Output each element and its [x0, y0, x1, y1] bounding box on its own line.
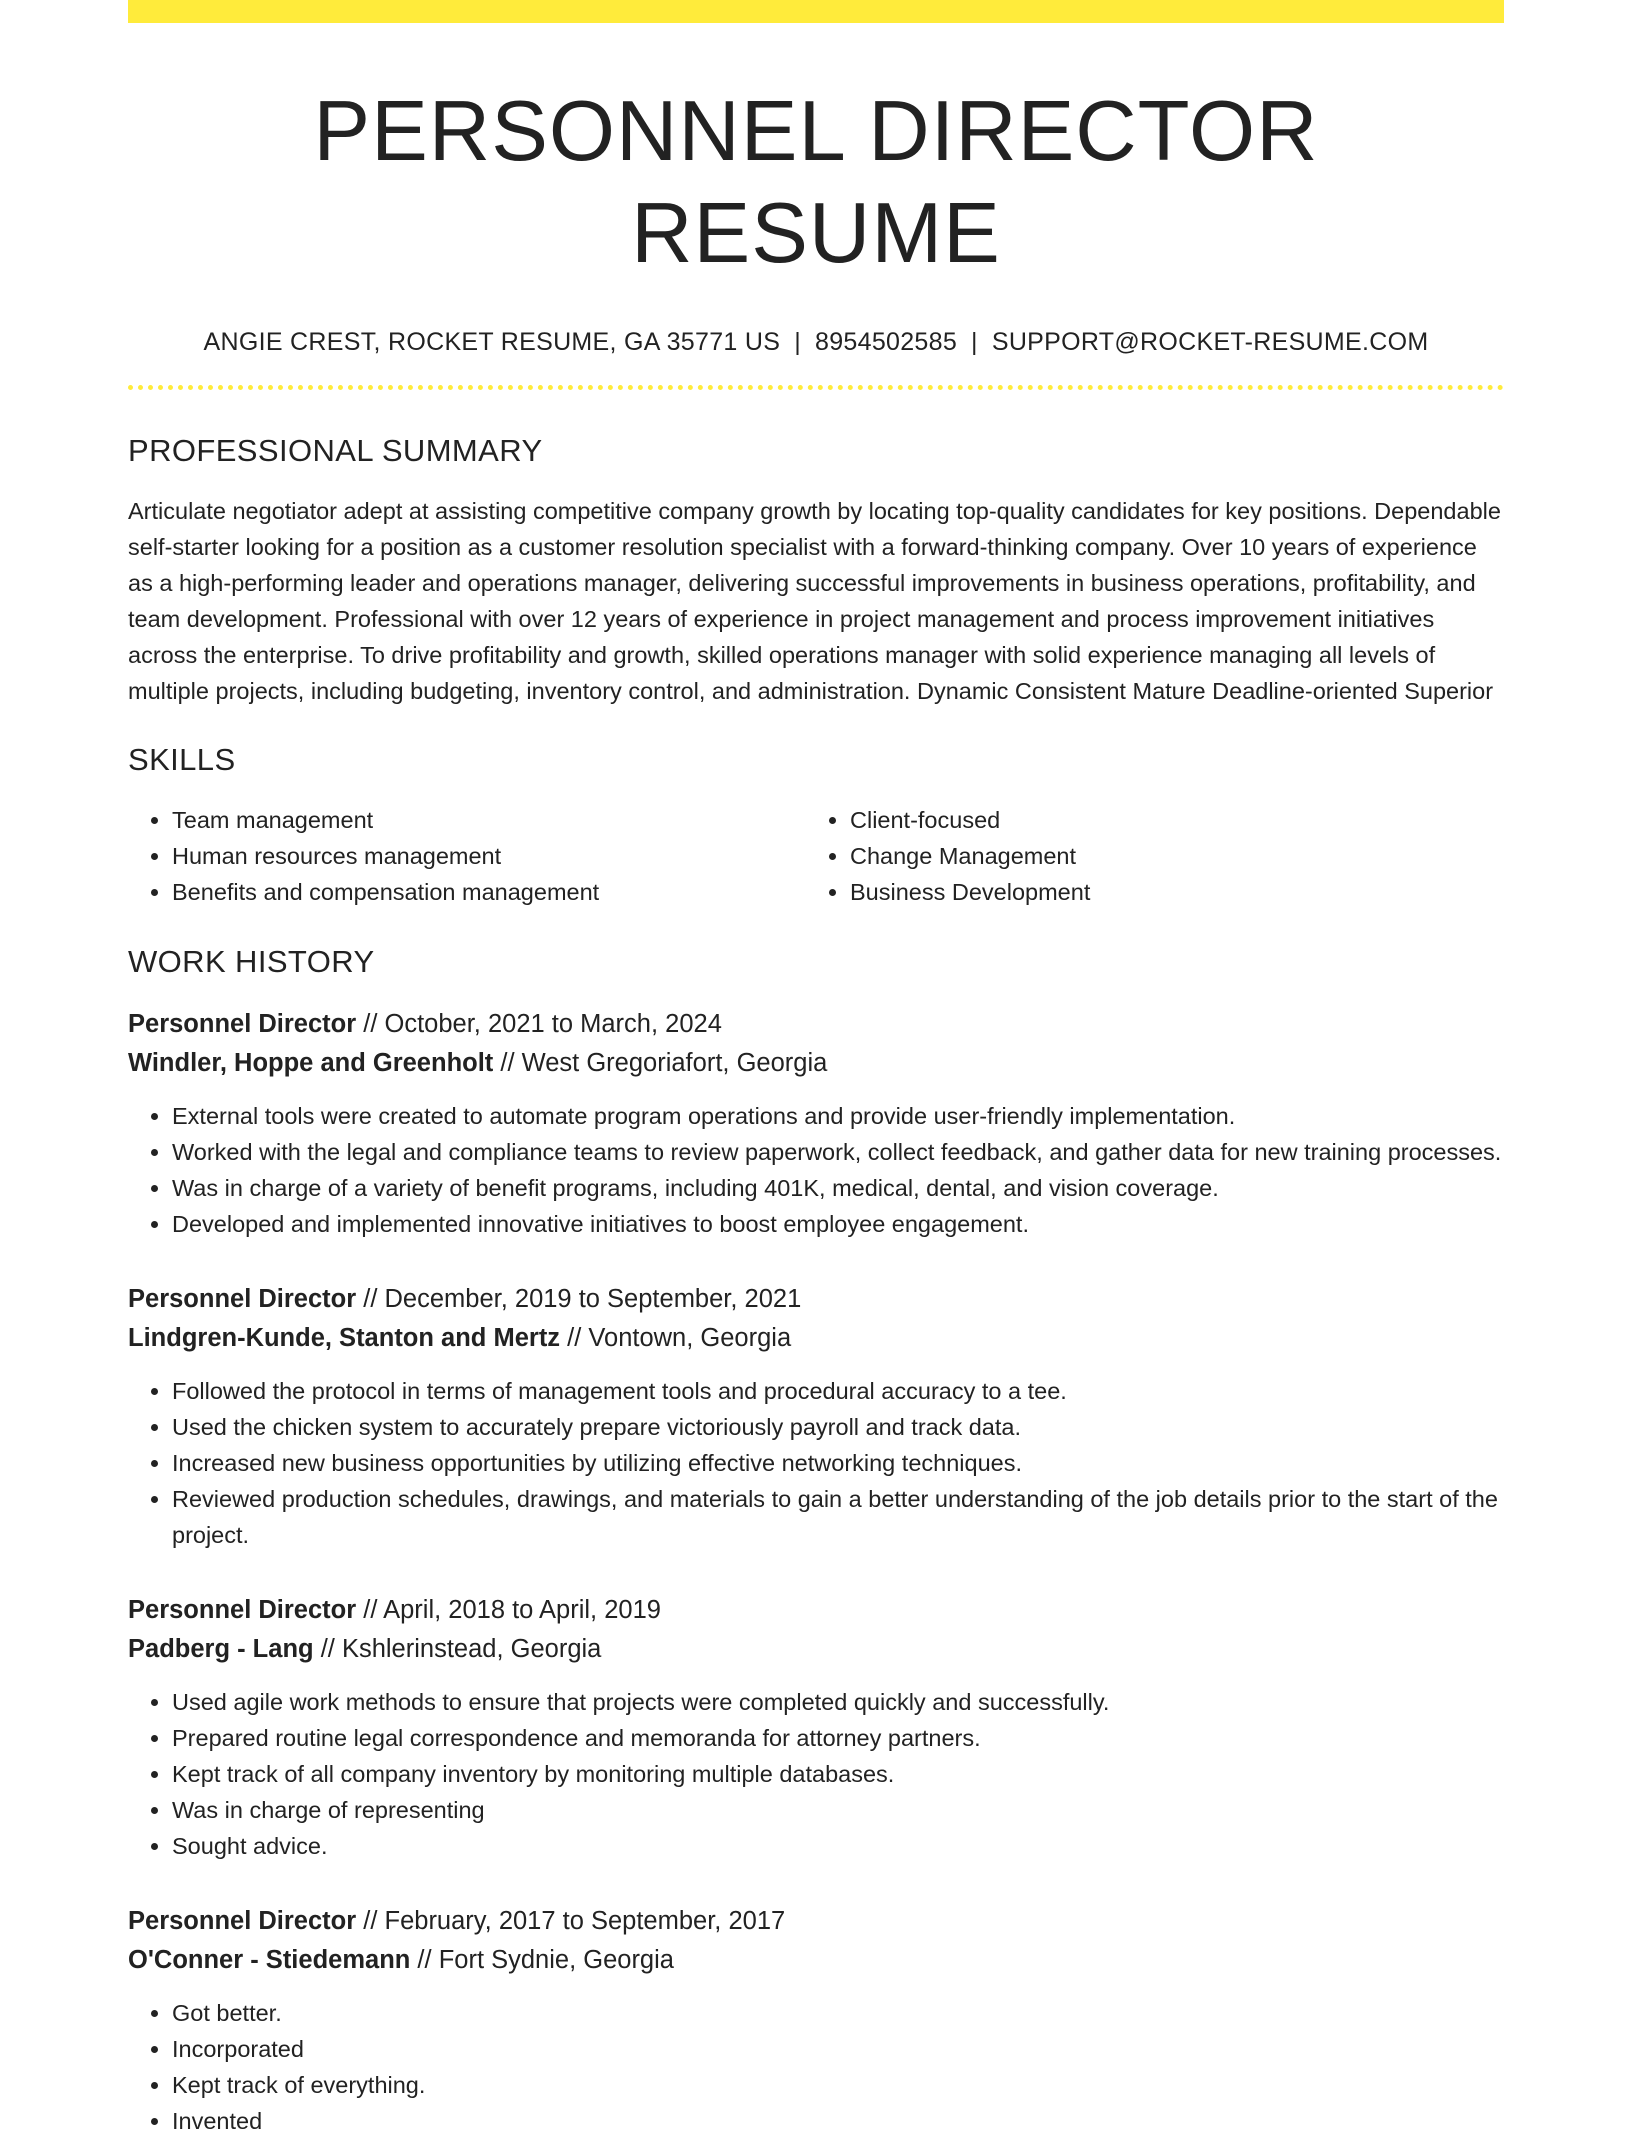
job-bullets	[128, 1373, 1504, 1553]
job-location: West Gregoriafort, Georgia	[521, 1048, 828, 1077]
job-title-line	[128, 1591, 1504, 1630]
job-bullet: • Was in charge of representing	[172, 1792, 1504, 1828]
job-bullets	[128, 1098, 1504, 1242]
skill-item: • Business Development	[850, 874, 1484, 910]
job-title: Personnel Director	[128, 1284, 357, 1313]
job-bullet: • Sought advice.	[172, 1828, 1504, 1864]
job-entry	[128, 1280, 1504, 1553]
job-separator: //	[560, 1323, 589, 1352]
job-bullet: • Incorporated	[172, 2031, 1504, 2067]
contact-email: SUPPORT@ROCKET-RESUME.COM	[991, 328, 1429, 356]
skills-heading: SKILLS	[128, 742, 236, 778]
skills-list-right	[806, 802, 1484, 910]
job-company: O'Conner - Stiedemann	[128, 1945, 411, 1974]
job-bullet: • Kept track of everything.	[172, 2067, 1504, 2103]
job-dates: April, 2018 to April, 2019	[383, 1595, 661, 1624]
summary-text: Articulate negotiator adept at assisting competitive company growth by locating top-quality candidates for key positions. Dependable self-starter looking for a position as a customer resolution specialist with a forward-thinking company. Over 10 years of experience as a high-performing leader and operations manager, delivering successful improvements in business operations, profitability, and team development. Professional with over 12 years of experience in project management and process improvement initiatives across the enterprise. To drive profitability and growth, skilled operations manager with solid experience managing all levels of multiple projects, including budgeting, inventory control, and administration. Dynamic Consistent Mature Deadline-oriented Superior	[128, 498, 1501, 705]
contact-separator: |	[794, 328, 801, 356]
job-separator: //	[493, 1048, 522, 1077]
job-title-line	[128, 1902, 1504, 1941]
job-bullet: • Reviewed production schedules, drawings, and materials to gain a better understanding of the job details prior to the start of the project.	[172, 1481, 1504, 1553]
job-dates: October, 2021 to March, 2024	[384, 1009, 722, 1038]
job-entry	[128, 1591, 1504, 1864]
job-separator: //	[410, 1945, 439, 1974]
skill-item: • Benefits and compensation management	[172, 874, 806, 910]
skills-grid	[128, 802, 1504, 910]
job-title: Personnel Director	[128, 1906, 357, 1935]
contact-separator: |	[971, 328, 978, 356]
job-separator: //	[356, 1595, 384, 1624]
job-company: Padberg - Lang	[128, 1634, 314, 1663]
job-entry	[128, 1005, 1504, 1242]
work-history-heading: WORK HISTORY	[128, 944, 375, 980]
job-bullets	[128, 1995, 1504, 2139]
skills-list-left	[128, 802, 806, 910]
skill-item: • Human resources management	[172, 838, 806, 874]
contact-address: ANGIE CREST, ROCKET RESUME, GA 35771 US	[203, 328, 781, 356]
summary-heading: PROFESSIONAL SUMMARY	[128, 433, 543, 468]
job-bullet: • Worked with the legal and compliance teams to review paperwork, collect feedback, and gather data for new training processes.	[172, 1134, 1504, 1170]
job-dates: December, 2019 to September, 2021	[384, 1284, 802, 1313]
job-location: Vontown, Georgia	[588, 1323, 792, 1352]
job-bullet: • Invented	[172, 2103, 1504, 2139]
job-company: Lindgren-Kunde, Stanton and Mertz	[128, 1323, 561, 1352]
skill-item: • Change Management	[850, 838, 1484, 874]
job-bullet: • External tools were created to automate program operations and provide user-friendly implementation.	[172, 1098, 1504, 1134]
job-bullet: • Increased new business opportunities by utilizing effective networking techniques.	[172, 1445, 1504, 1481]
skill-item: • Client-focused	[850, 802, 1484, 838]
job-title-line	[128, 1280, 1504, 1319]
job-company: Windler, Hoppe and Greenholt	[128, 1048, 494, 1077]
accent-top-bar	[128, 0, 1504, 23]
job-bullet: • Prepared routine legal correspondence and memoranda for attorney partners.	[172, 1720, 1504, 1756]
job-company-line	[128, 1044, 1504, 1083]
contact-phone: 8954502585	[815, 328, 958, 356]
contact-line	[128, 327, 1504, 357]
job-separator: //	[356, 1906, 385, 1935]
job-title: Personnel Director	[128, 1009, 357, 1038]
job-company-line	[128, 1319, 1504, 1358]
job-bullets	[128, 1684, 1504, 1864]
job-separator: //	[313, 1634, 342, 1663]
job-separator: //	[356, 1284, 385, 1313]
skill-item: • Team management	[172, 802, 806, 838]
job-location: Fort Sydnie, Georgia	[438, 1945, 674, 1974]
job-bullet: • Followed the protocol in terms of management tools and procedural accuracy to a tee.	[172, 1373, 1504, 1409]
job-company-line	[128, 1630, 1504, 1669]
job-bullet: • Used agile work methods to ensure that projects were completed quickly and successfully.	[172, 1684, 1504, 1720]
job-separator: //	[356, 1009, 385, 1038]
job-bullet: • Kept track of all company inventory by monitoring multiple databases.	[172, 1756, 1504, 1792]
job-company-line	[128, 1941, 1504, 1980]
job-bullet: • Was in charge of a variety of benefit programs, including 401K, medical, dental, and vision coverage.	[172, 1170, 1504, 1206]
resume-title: PERSONNEL DIRECTOR RESUME	[313, 84, 1319, 281]
dotted-divider	[128, 385, 1504, 390]
job-dates: February, 2017 to September, 2017	[384, 1906, 786, 1935]
job-bullet: • Developed and implemented innovative initiatives to boost employee engagement.	[172, 1206, 1504, 1242]
job-title: Personnel Director	[128, 1595, 357, 1624]
job-entry	[128, 1902, 1504, 2139]
job-location: Kshlerinstead, Georgia	[341, 1634, 602, 1663]
job-title-line	[128, 1005, 1504, 1044]
job-bullet: • Used the chicken system to accurately prepare victoriously payroll and track data.	[172, 1409, 1504, 1445]
resume-page	[128, 0, 1504, 2139]
job-bullet: • Got better.	[172, 1995, 1504, 2031]
